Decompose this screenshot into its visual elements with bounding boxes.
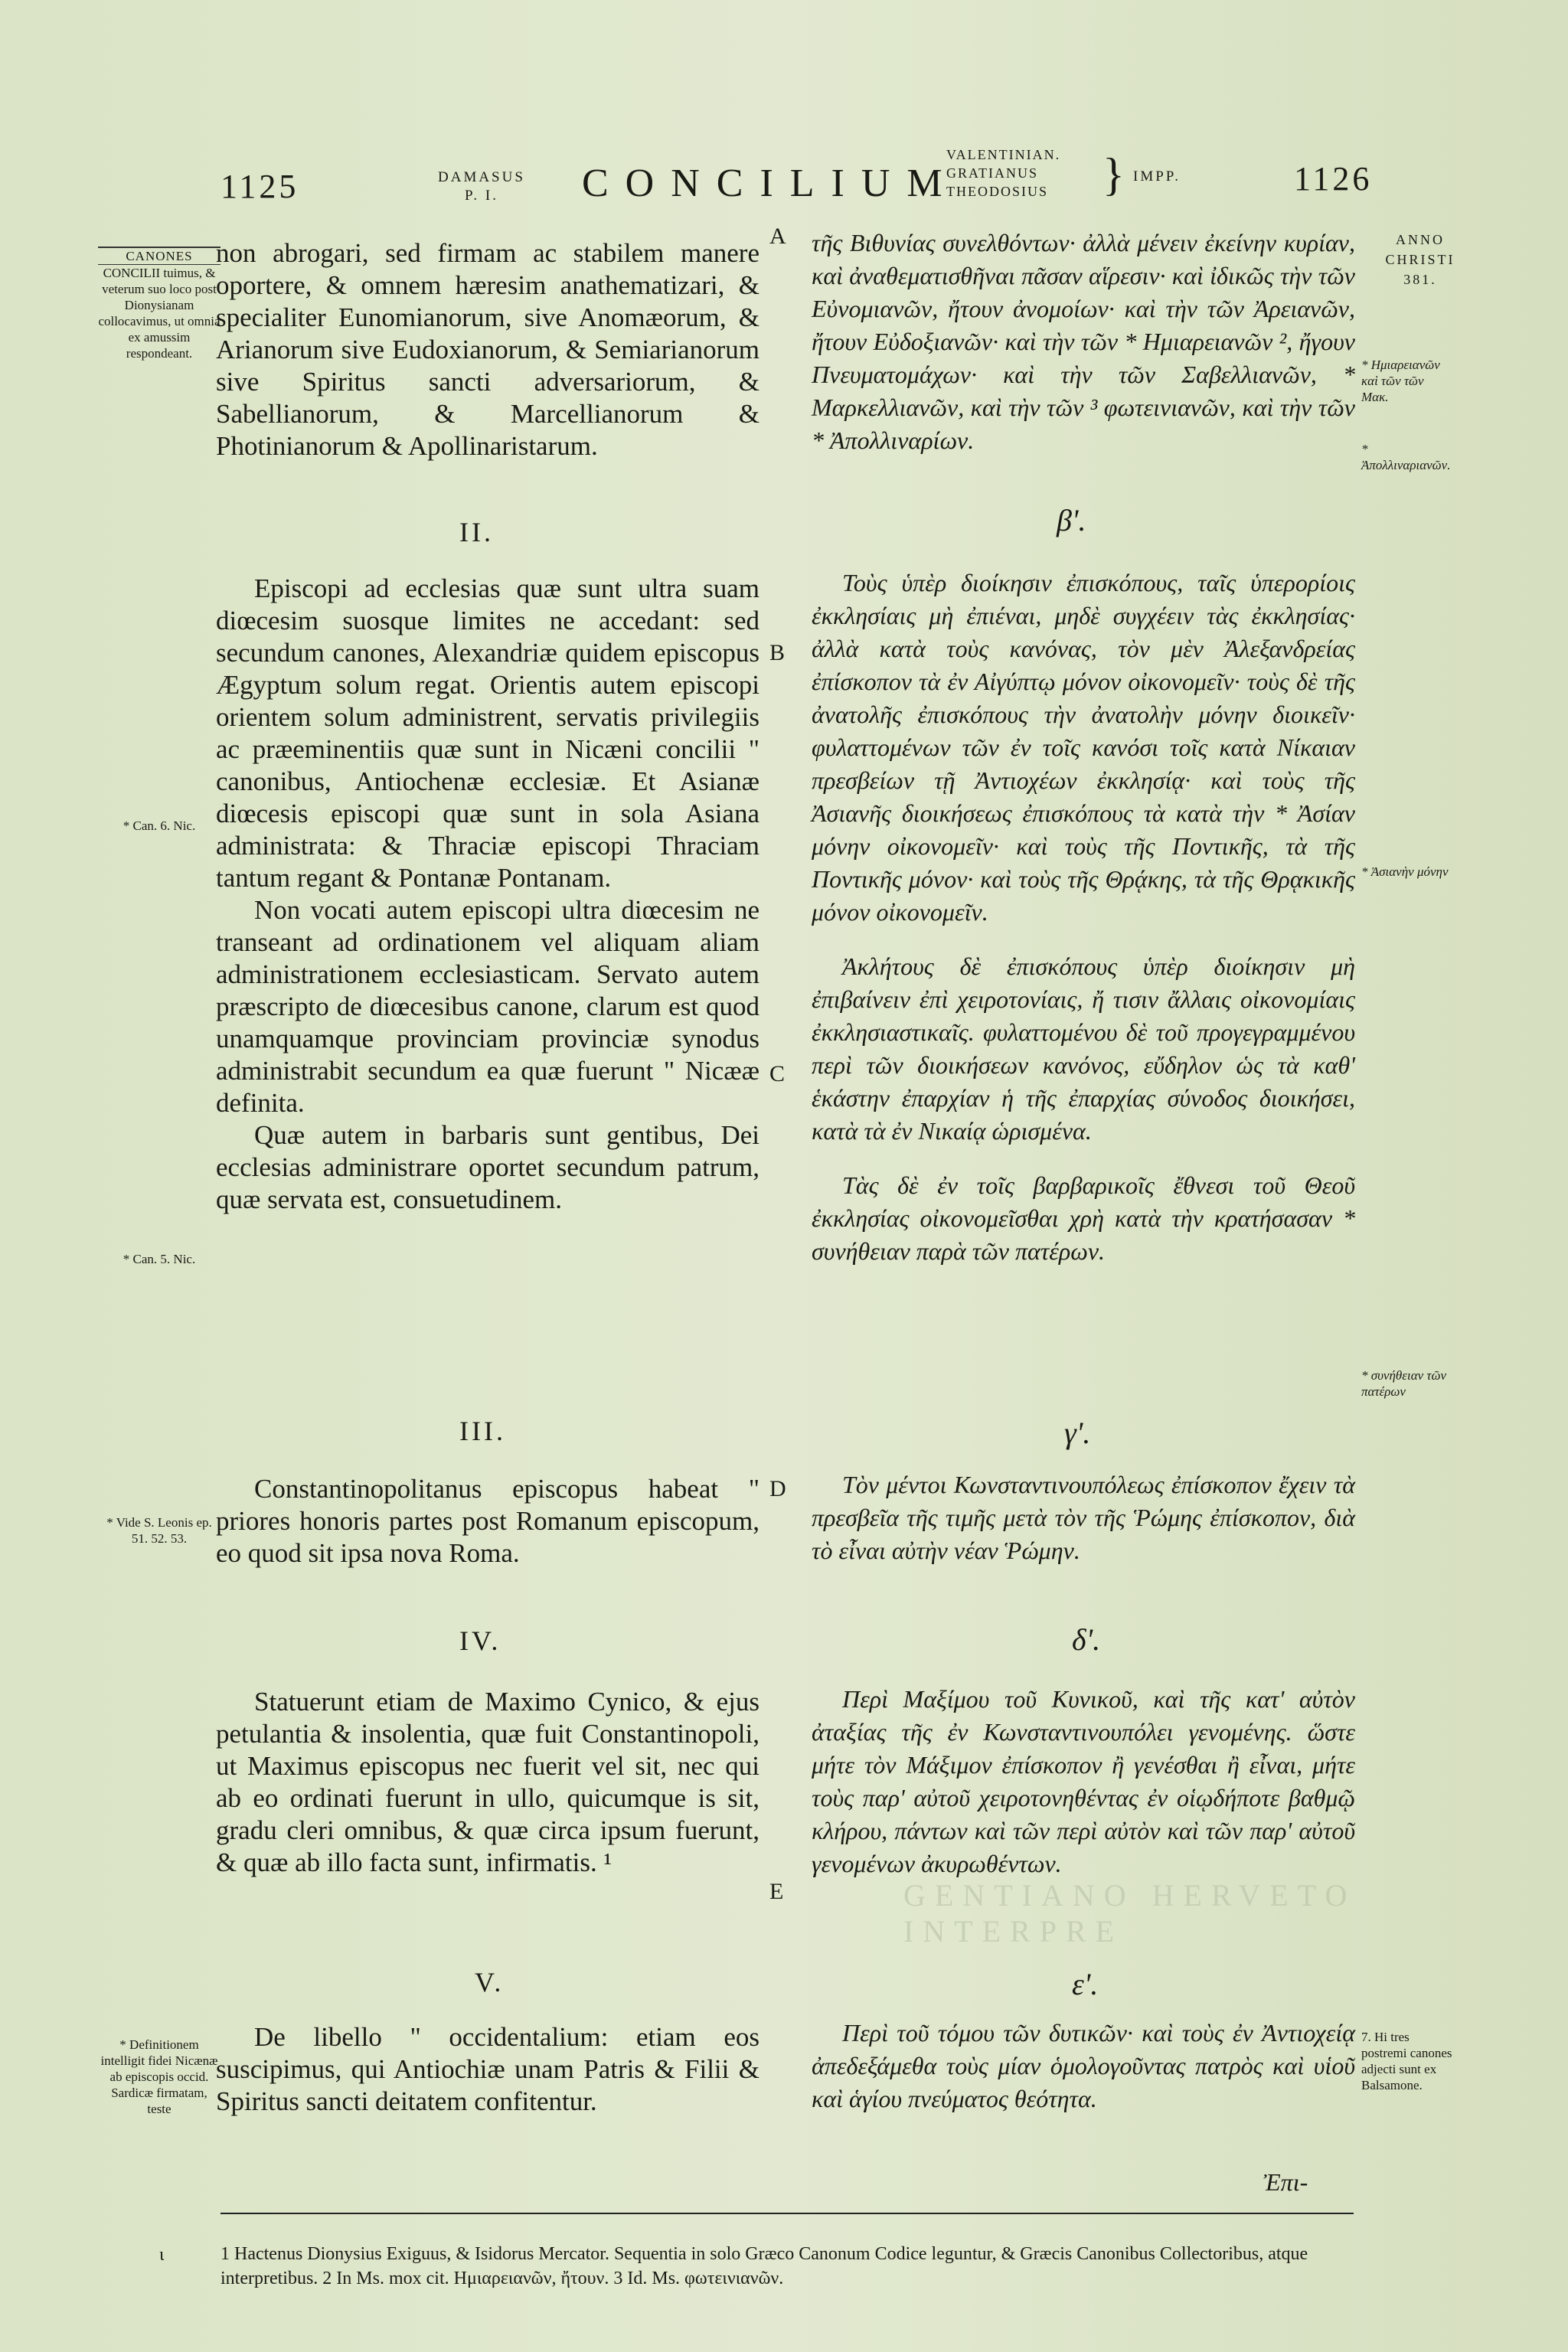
margin-note-greek-5: * συνήθειαν τῶν πατέρων (1361, 1368, 1447, 1399)
latin-heading-4: IV. (459, 1625, 501, 1656)
running-head-damasus (438, 168, 525, 205)
latin-canon-4 (216, 1686, 760, 1879)
margin-note-can5: * Can. 5. Nic. (122, 1252, 196, 1266)
column-letter-e: E (769, 1879, 784, 1904)
damasus-sub: P. I. (464, 188, 498, 204)
greek-heading-5: ε'. (1072, 1967, 1099, 2001)
latin-canon-2 (216, 573, 760, 1216)
greek-heading-2: β'. (1057, 503, 1086, 537)
latin-heading-5: V. (475, 1967, 505, 1998)
greek-canon-2a: Τοὺς ὑπὲρ διοίκησιν ἐπισκόπους, ταῖς ὑπερορίοις ἐκκλησίαις μὴ ἐπιέναι, μηδὲ συγχέειν τὰς ἐκκλησίας· ἀλλὰ κατὰ τοὺς κανόνας, τὸν μὲν Ἀλεξανδρείας ἐπίσκοπον τὰ ἐν Αἰγύπτῳ μόνον οἰκονομεῖν· τοὺς δὲ τῆς ἀνατολῆς ἐπισκόπους τὴν ἀνατολὴν μόνην διοικεῖν· φυλαττομένων τῶν ἐν τοῖς κανόσι τοῖς κατὰ Νίκαιαν πρεσβείων τῇ Ἀντιοχέων ἐκκλησίᾳ· καὶ τοὺς τῆς Ἀσιανῆς διοικήσεως ἐπισκόπους τὰ κατὰ τὴν * Ἀσίαν μόνην οἰκονομεῖν· καὶ τοὺς τῆς Ποντικῆς, τὰ τῆς Ποντικῆς μόνον· καὶ τοὺς τῆς Θρᾴκης, τὰ τῆς Θρᾳκικῆς μόνον οἰκονομεῖν. (812, 569, 1355, 926)
margin-note-greek-4: * Ἀσιανὴν μόνην (1361, 864, 1449, 879)
greek-heading-4: δ'. (1072, 1622, 1101, 1657)
running-head-emperors (946, 145, 1060, 201)
greek-canon-2b: Ἀκλήτους δὲ ἐπισκόπους ὑπὲρ διοίκησιν μὴ ἐπιβαίνειν ἐπὶ χειροτονίαις, ἤ τισιν ἄλλαις οἰκονομίαις ἐκκλησιαστικαῖς. φυλαττομένου δὲ τοῦ προγεγραμμένου περὶ τῶν διοικήσεων κανόνος, εὔδηλον ὡς τὰ καθ' ἑκάστην ἐπαρχίαν ἡ τῆς ἐπαρχίας σύνοδος διοικήσει, κατὰ τὰ ἐν Νικαίᾳ ὡρισμένα. (812, 952, 1355, 1145)
greek-canon-3 (812, 1468, 1355, 1567)
margin-note-leonis: * Vide S. Leonis ep. 51. 52. 53. (106, 1515, 212, 1546)
margin-note-text: CONCILII tuimus, & veterum suo loco post Dionysianam collocavimus, ut omnia ex amussim respondeant. (98, 266, 220, 361)
margin-caption: CANONES (98, 247, 220, 265)
margin-note-definitionem: * Definitionem intelligit fidei Nicænæ ab episcopis occid. Sardicæ firmatam, teste (100, 2037, 218, 2116)
latin-canon-2c: Quæ autem in barbaris sunt gentibus, Dei ecclesias administrare oportet secundum patrum, quæ servata est, consuetudinem. (216, 1120, 760, 1214)
margin-note-greek-3: * Ἀπολλιναριανῶν. (1361, 442, 1451, 472)
margin-note-anno: ANNO CHRISTI 381. (1385, 232, 1455, 287)
margin-note-balsamon: 7. Hi tres postremi canones adjecti sunt ex Balsamone. (1361, 2030, 1452, 2092)
greek-intro-text: τῆς Βιθυνίας συνελθόντων· ἀλλὰ μένειν ἐκείνην κυρίαν, καὶ ἀναθεματισθῆναι πᾶσαν αἵρεσιν· καὶ ἰδικῶς τὴν τῶν Εὐνομιανῶν, ἤτουν ἀνομοίων· καὶ τὴν τῶν Ἀρειανῶν, ἤτουν Εὐδοξιανῶν· καὶ τὴν τῶν * Ημιαρειανῶν ², ἤγουν Πνευματομάχων· καὶ τὴν τῶν Σαβελλιανῶν, * Μαρκελλιανῶν, καὶ τὴν τῶν ³ φωτεινιανῶν, καὶ τὴν τῶν * Ἀπολλιναρίων. (812, 229, 1355, 454)
damasus-label: DAMASUS (438, 169, 525, 185)
margin-note-greek-2: * Ημιαρειανῶν καὶ τῶν τῶν Μακ. (1361, 358, 1440, 404)
impp-label: IMPP. (1133, 168, 1181, 185)
greek-heading-3: γ'. (1064, 1416, 1091, 1450)
latin-intro-text: non abrogari, sed firmam ac stabilem manere oportere, & omnem hæresim anathematizari, & specialiter Eunomianorum, sive Anomæorum, & Arianorum sive Eudoxianorum, & Semiarianorum sive Spiritus sancti adversariorum, & Sabellianorum, & Marcellianorum & Photinianorum & Apollinaristarum. (216, 238, 760, 461)
footnote-rule (220, 2213, 1354, 2214)
catchword: Ἐπι- (1263, 2168, 1308, 2196)
latin-heading-2: II. (459, 517, 494, 547)
latin-canon-5 (216, 2021, 760, 2118)
column-letter-b: B (769, 640, 786, 665)
latin-canon-3-text: Constantinopolitanus episcopus habeat " priores honoris partes post Romanum episcopum, eo quod sit ipsa nova Roma. (216, 1474, 760, 1568)
greek-canon-4-text: Περὶ Μαξίμου τοῦ Κυνικοῦ, καὶ τῆς κατ' αὐτὸν ἀταξίας τῆς ἐν Κωνσταντινουπόλει γενομένης. ὥστε μήτε τὸν Μάξιμον ἐπίσκοπον ἢ γενέσθαι ἢ εἶναι, μήτε τοὺς παρ' αὐτοῦ χειροτονηθέντας ἐν οἱῳδήποτε βαθμῷ κλήρου, πάντων καὶ τῶν περὶ αὐτὸν καὶ τῶν παρ' αὐτοῦ γενομένων ἀκυρωθέντων. (812, 1685, 1355, 1877)
left-page-number: 1125 (220, 168, 299, 205)
greek-canon-2c: Τὰς δὲ ἐν τοῖς βαρβαρικοῖς ἔθνεσι τοῦ Θεοῦ ἐκκλησίας οἰκονομεῖσθαι χρὴ κατὰ τὴν κρατήσασαν * συνήθειαν παρὰ τῶν πατέρων. (812, 1171, 1355, 1265)
footnote-text: 1 Hactenus Dionysius Exiguus, & Isidorus Mercator. Sequentia in solo Græco Canonum Codice leguntur, & Græcis Canonibus Collectoribus, atque interpretibus. 2 In Ms. mox cit. Ημιαρειανῶν, ἤτουν. 3 Id. Ms. φωτεινιανῶν. (220, 2244, 1308, 2288)
greek-canon-2 (812, 567, 1355, 1268)
running-title: CONCILIUM (582, 162, 959, 205)
column-letter-a: A (769, 224, 786, 249)
right-page-number: 1126 (1294, 160, 1373, 198)
latin-intro (216, 237, 760, 462)
latin-canon-2b: Non vocati autem episcopi ultra diœcesim ne transeant ad ordinationem vel aliquam aliam administrationem ecclesiasticam. Servato autem præscripto de diœcesibus canone, clarum est quod unamquamque provinciam provinciæ synodus administrabit secundum ea quæ fuerunt " Nicææ definita. (216, 895, 760, 1118)
greek-canon-3-text: Τὸν μέντοι Κωνσταντινουπόλεως ἐπίσκοπον ἔχειν τὰ πρεσβεῖα τῆς τιμῆς μετὰ τὸν τῆς Ῥώμης ἐπίσκοπον, διὰ τὸ εἶναι αὐτὴν νέαν Ῥώμην. (812, 1471, 1355, 1564)
greek-intro (812, 227, 1355, 457)
greek-canon-5-text: Περὶ τοῦ τόμου τῶν δυτικῶν· καὶ τοὺς ἐν Ἀντιοχείᾳ ἀπεδεξάμεθα τοὺς μίαν ὁμολογοῦντας πατρὸς καὶ υἱοῦ καὶ ἁγίου πνεύματος θεότητα. (812, 2019, 1355, 2112)
latin-canon-2a: Episcopi ad ecclesias quæ sunt ultra suam diœcesim suosque limites ne accedant: sed secundum canones, Alexandriæ quidem episcopus Ægyptum solum regat. Orientis autem episcopi orientem solum administrent, servatis privilegiis ac præeminentiis quæ sunt in Nicæni concilii " canonibus, Antiochenæ ecclesiæ. Et Asianæ diœcesis episcopi quæ sunt in sola Asiana administrata: & Thraciæ episcopi Thraciam tantum regant & Pontanæ Pontanam. (216, 573, 760, 893)
emperor-2: GRATIANUS (946, 165, 1039, 181)
footnote-mark: ι (159, 2245, 165, 2265)
emperor-1: VALENTINIAN. (946, 147, 1061, 162)
greek-canon-5 (812, 2017, 1355, 2115)
brace-glyph: } (1102, 149, 1125, 200)
margin-note-canones (98, 247, 220, 361)
faded-stamp: GENTIANO HERVETO INTERPRE (903, 1878, 1357, 1949)
latin-canon-4-text: Statuerunt etiam de Maximo Cynico, & ejus petulantia & insolentia, quæ fuit Constantinopoli, ut Maximus episcopus nec fuerit vel sit, nec qui ab eo ordinati fuerunt in ullo, quicumque is sit, gradu cleri omnibus, & quæ circa ipsum fuerunt, & quæ ab illo facta sunt, infirmatis. ¹ (216, 1687, 760, 1877)
latin-heading-3: III. (459, 1416, 506, 1446)
greek-canon-4 (812, 1683, 1355, 1880)
emperor-3: THEODOSIUS (946, 184, 1049, 199)
latin-canon-3 (216, 1473, 760, 1570)
margin-note-can6: * Can. 6. Nic. (122, 818, 196, 833)
column-letter-d: D (769, 1476, 786, 1501)
column-letter-c: C (769, 1061, 786, 1086)
latin-canon-5-text: De libello " occidentalium: etiam eos suscipimus, qui Antiochiæ unam Patris & Filii & Spiritus sancti deitatem confitentur. (216, 2022, 760, 2116)
